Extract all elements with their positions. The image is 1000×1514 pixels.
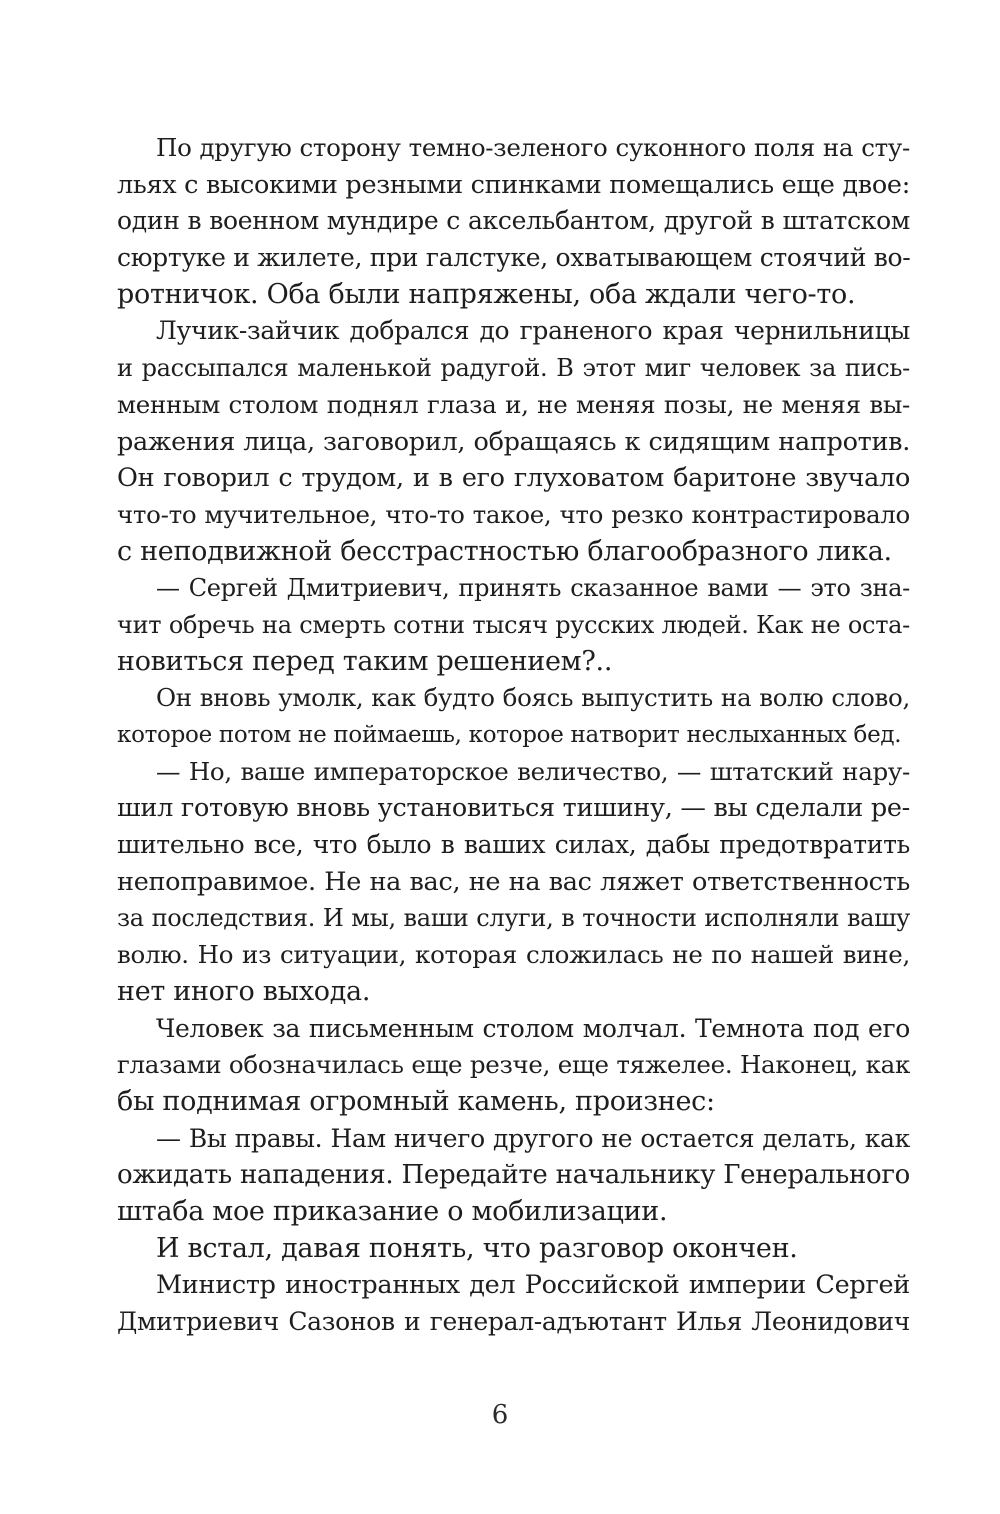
body-text xyxy=(117,130,910,1341)
text-line: сюртуке и жилете, при галстуке, охватывающем стоячий во- xyxy=(117,243,911,273)
text-line: с неподвижной бесстрастностью благообразного лика. xyxy=(117,535,892,567)
text-line: штаба мое приказание о мобилизации. xyxy=(117,1195,668,1227)
text-line: Человек за письменным столом молчал. Темнота под его xyxy=(156,1013,910,1043)
text-line: — Вы правы. Нам ничего другого не остается делать, как xyxy=(156,1123,910,1153)
text-line: И встал, давая понять, что разговор окончен. xyxy=(156,1232,798,1264)
text-line: что-то мучительное, что-то такое, что резко контрастировало xyxy=(117,499,910,529)
text-line: льях с высокими резными спинками помещались еще двое: xyxy=(117,169,910,200)
text-line: Он говорил с трудом, и в его глуховатом баритоне звучало xyxy=(117,463,910,494)
text-line: шительно все, что было в ваших силах, дабы предотвратить xyxy=(117,830,910,860)
text-line: один в военном мундире с аксельбантом, другой в штатском xyxy=(117,206,910,236)
text-line: которое потом не поймаешь, которое натворит неслыханных бед. xyxy=(117,722,902,748)
text-line: — Но, ваше императорское величество, — штатский нару- xyxy=(156,756,910,786)
text-line: непоправимое. Не на вас, не на вас ляжет ответственность xyxy=(117,866,910,897)
text-line: Он вновь умолк, как будто боясь выпустить на волю слово, xyxy=(156,683,910,713)
text-line: По другую сторону темно-зеленого суконного поля на сту- xyxy=(156,133,910,162)
text-line: Министр иностранных дел Российской империи Сергей xyxy=(156,1270,910,1301)
text-line: ротничок. Оба были напряжены, оба ждали чего-то. xyxy=(117,278,856,310)
text-line: Дмитриевич Сазонов и генерал-адъютант Илья Леонидович xyxy=(117,1307,910,1336)
text-line: ражения лица, заговорил, обращаясь к сидящим напротив. xyxy=(117,426,910,457)
text-line: шил готовую вновь установиться тишину, — вы сделали ре- xyxy=(117,793,910,824)
text-line: менным столом поднял глаза и, не меняя позы, не меняя вы- xyxy=(117,389,910,419)
text-line: за последствия. И мы, ваши слуги, в точности исполняли вашу xyxy=(117,904,910,933)
text-line: бы поднимая огромный камень, произнес: xyxy=(117,1085,715,1117)
text-line: Лучик-зайчик добрался до граненого края чернильницы xyxy=(156,316,910,346)
text-line: глазами обозначилась еще резче, еще тяжелее. Наконец, как xyxy=(117,1050,910,1080)
text-line: нет иного выхода. xyxy=(117,975,371,1007)
text-line: — Сергей Дмитриевич, принять сказанное вами — это зна- xyxy=(156,574,910,603)
text-line: и рассыпался маленькой радугой. В этот миг человек за пись- xyxy=(117,354,910,383)
text-line: новиться перед таким решением?.. xyxy=(117,645,613,677)
page-number: 6 xyxy=(491,1400,509,1430)
text-line: ожидать нападения. Передайте начальнику Генерального xyxy=(117,1160,910,1191)
text-line: волю. Но из ситуации, которая сложилась не по нашей вине, xyxy=(117,940,910,970)
text-line: чит обречь на смерть сотни тысяч русских людей. Как не оста- xyxy=(117,610,910,639)
